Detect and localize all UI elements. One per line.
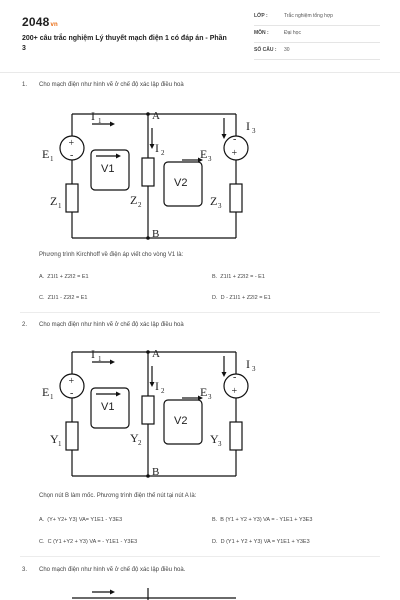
meta-label: LỚP : — [254, 13, 268, 19]
label-z2-sub: 2 — [138, 201, 142, 209]
option-text: C (Y1 +Y2 + Y3) VA = - Y1E1 - Y3E3 — [47, 539, 138, 545]
label-e1: E — [42, 147, 50, 161]
document-title: 200+ câu trắc nghiệm Lý thuyết mạch điện 1 có đáp án - Phần 3 — [22, 35, 227, 52]
logo-suffix: vn — [50, 22, 58, 28]
source-plus: + — [231, 148, 238, 159]
question-prompt: Phương trình Kirchhoff về điện áp viết cho vòng V1 là: — [39, 252, 184, 258]
label-loop-v1: V1 — [101, 163, 115, 175]
label-loop-v2: V2 — [174, 177, 188, 189]
question-text: Cho mạch điện như hình vẽ ở chế độ xác lập điều hoà — [39, 322, 184, 328]
option-a[interactable] — [39, 517, 122, 523]
label-e3-sub: 3 — [208, 393, 212, 401]
site-logo[interactable] — [22, 15, 58, 29]
meta-row-class — [254, 10, 380, 26]
option-label: A. — [39, 517, 45, 523]
option-a[interactable] — [39, 274, 89, 280]
option-label: A. — [39, 274, 45, 280]
option-text: Z1I1 + Z2I2 = E1 — [47, 274, 89, 280]
circuit-diagram-partial — [36, 588, 268, 600]
question-text: Cho mạch điện như hình vẽ ở chế độ xác lập điều hoà — [39, 82, 184, 88]
meta-row-count — [254, 44, 380, 60]
meta-value: Trắc nghiệm tổng hợp — [284, 13, 333, 19]
label-i2: I — [155, 379, 159, 393]
option-label: D. — [212, 539, 218, 545]
option-label: B. — [212, 517, 218, 523]
label-i3-sub: 3 — [252, 127, 256, 135]
label-z3: Z — [210, 194, 218, 208]
label-z2: Z — [130, 193, 138, 207]
header-divider — [0, 72, 400, 73]
label-z1: Z — [50, 194, 58, 208]
source-minus: - — [233, 372, 237, 383]
label-i3-sub: 3 — [252, 365, 256, 373]
label-z3-sub: 3 — [218, 202, 222, 210]
source-minus: - — [233, 134, 237, 145]
page-header — [0, 0, 400, 70]
option-text: Z1I1 + Z2I2 = - E1 — [220, 274, 265, 280]
option-text: D (Y1 + Y2 + Y3) VA = Y1E1 + Y3E3 — [220, 539, 310, 545]
label-loop-v2: V2 — [174, 415, 188, 427]
label-i1: I — [91, 347, 95, 361]
question-number: 3. — [22, 567, 28, 573]
question-text: Cho mạch điện như hình vẽ ở chế độ xác lập điều hoà. — [39, 567, 186, 573]
option-d[interactable] — [212, 295, 271, 301]
option-text: Z1I1 - Z2I2 = E1 — [47, 295, 88, 301]
source-plus: + — [68, 138, 75, 149]
option-c[interactable] — [39, 539, 137, 545]
label-y2: Y — [130, 431, 139, 445]
label-e3: E — [200, 147, 208, 161]
label-z1-sub: 1 — [58, 202, 62, 210]
label-loop-v1: V1 — [101, 401, 115, 413]
label-y2-sub: 2 — [138, 439, 142, 447]
label-y3-sub: 3 — [218, 440, 222, 448]
label-e1: E — [42, 385, 50, 399]
source-plus: + — [68, 376, 75, 387]
label-i2: I — [155, 141, 159, 155]
option-text: B (Y1 + Y2 + Y3) VA = - Y1E1 + Y3E3 — [220, 517, 313, 523]
label-y1: Y — [50, 432, 59, 446]
meta-label: MÔN : — [254, 30, 269, 36]
option-label: C. — [39, 539, 45, 545]
label-y3: Y — [210, 432, 219, 446]
meta-value: Đại học — [284, 30, 301, 36]
circuit-diagram — [36, 104, 268, 244]
label-node-a: A — [152, 110, 160, 122]
label-i1: I — [91, 109, 95, 123]
option-label: C. — [39, 295, 45, 301]
source-minus: - — [70, 150, 74, 161]
label-y1-sub: 1 — [58, 440, 62, 448]
label-node-b: B — [152, 466, 160, 478]
question-divider — [20, 312, 380, 313]
label-node-b: B — [152, 228, 160, 240]
source-plus: + — [231, 386, 238, 397]
option-b[interactable] — [212, 274, 265, 280]
question-number: 1. — [22, 82, 28, 88]
question-divider — [20, 556, 380, 557]
label-i3: I — [246, 357, 250, 371]
meta-value: 30 — [284, 47, 290, 53]
label-i1-sub: 1 — [98, 355, 102, 363]
option-c[interactable] — [39, 295, 87, 301]
label-node-a: A — [152, 348, 160, 360]
option-text: D - Z1I1 + Z2I2 = E1 — [220, 295, 271, 301]
label-i2-sub: 2 — [161, 149, 165, 157]
source-minus: - — [70, 388, 74, 399]
meta-label: SỐ CÂU : — [254, 47, 277, 53]
logo-text: 2048 — [22, 15, 50, 29]
option-label: D. — [212, 295, 218, 301]
option-text: (Y+ Y2+ Y3) VA= Y1E1 - Y3E3 — [47, 517, 123, 523]
label-i3: I — [246, 119, 250, 133]
label-e3: E — [200, 385, 208, 399]
label-e1-sub: 1 — [50, 155, 54, 163]
option-label: B. — [212, 274, 218, 280]
circuit-diagram — [36, 342, 268, 482]
label-i1-sub: 1 — [98, 117, 102, 125]
option-b[interactable] — [212, 517, 312, 523]
label-e3-sub: 3 — [208, 155, 212, 163]
question-prompt: Chọn nút B làm mốc. Phương trình điện thế nút tại nút A là: — [39, 493, 197, 499]
question-number: 2. — [22, 322, 28, 328]
option-d[interactable] — [212, 539, 310, 545]
label-e1-sub: 1 — [50, 393, 54, 401]
label-i2-sub: 2 — [161, 387, 165, 395]
meta-row-subject — [254, 27, 380, 43]
